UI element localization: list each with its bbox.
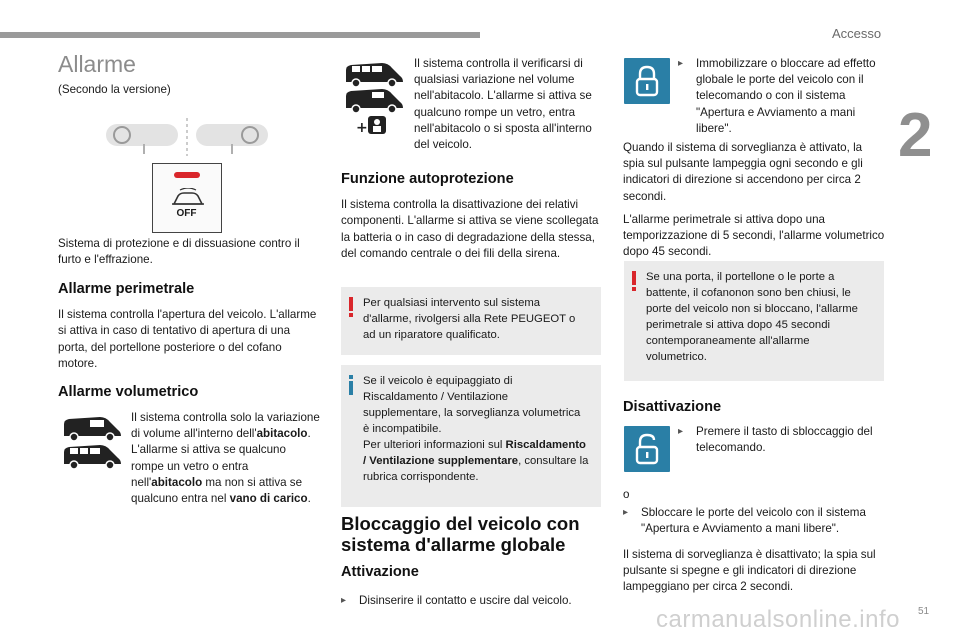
col3-bullet-block	[678, 56, 878, 137]
bloccaggio-block	[341, 513, 603, 555]
volumetrico-heading: Allarme volumetrico	[58, 384, 199, 400]
warning-text: Per qualsiasi intervento sul sistema d'allarme, rivolgersi alla Rete PEUGEOT o ad un riparatore qualificato.	[363, 297, 576, 341]
van-icons	[60, 414, 124, 470]
vol-bold-1: abitacolo	[256, 427, 308, 441]
warning-icon	[631, 271, 636, 291]
led-indicator	[174, 172, 200, 178]
bullet-arrow-icon: ▸	[341, 595, 347, 607]
svg-text:+: +	[356, 120, 368, 136]
bullet-item	[678, 56, 878, 137]
col2-top-text: Il sistema controlla il verificarsi di qualsiasi variazione nel volume nell'abitacolo. L'allarme si attiva se qualcuno rompe un vetro, entra nell'abitacolo o si sposta all'interno del veicolo.	[414, 57, 592, 152]
vol-text-2: .	[307, 427, 311, 441]
page-title: Allarme	[58, 51, 136, 77]
col3-text-block	[623, 140, 885, 260]
col3-text-2: L'allarme perimetrale si attiva dopo una temporizzazione di 5 secondi, l'allarme volumetrico dopo 45 secondi.	[623, 212, 885, 259]
disattivazione-heading: Disattivazione	[623, 399, 722, 415]
col3-text-1: Quando il sistema di sorveglianza è attivato, la spia sul pulsante lampeggia ogni secondo e gli indicatori di direzione si accendono per circa 2 secondi.	[623, 141, 863, 203]
autoprotezione-heading: Funzione autoprotezione	[341, 171, 514, 187]
attivazione-block	[341, 564, 603, 609]
unlock-icon	[624, 426, 670, 472]
info-note	[341, 365, 601, 507]
bloccaggio-heading: Bloccaggio del veicolo con sistema d'allarme globale	[341, 513, 580, 555]
info-bold: Riscaldamento / Ventilazione supplementare	[363, 439, 586, 467]
disattivazione-block	[623, 399, 885, 415]
warning-icon	[348, 297, 353, 317]
vol-text-4: ma non si attiva se qualcuno entra nel	[131, 475, 303, 506]
bullet-arrow-icon: ▸	[678, 58, 684, 69]
warning-note	[341, 287, 601, 355]
section-name: Accesso	[832, 26, 882, 41]
subtitle: (Secondo la versione)	[58, 83, 171, 97]
lock-button-icon	[624, 58, 670, 104]
intro-text: Sistema di protezione e di dissuasione contro il furto e l'effrazione.	[58, 237, 300, 267]
alarm-off-button	[152, 163, 222, 233]
info-text-2: Per ulteriori informazioni sul	[363, 439, 506, 451]
warning-text-2: Se una porta, il portellone o le porte a battente, il cofanonon sono ben chiusi, le porte del veicolo non si bloccano, l'allarme perimetrale si attiva dopo 45 secondi contemporaneamente all'allarme volumetrico.	[646, 271, 858, 363]
col3-text-3: Il sistema di sorveglianza è disattivato; la spia sul pulsante si spegne e gli indicatori di direzione lampeggiano per circa 2 secondi.	[623, 547, 876, 594]
info-text-3: , consultare la rubrica corrispondente.	[363, 455, 589, 483]
column-2-top	[414, 56, 604, 153]
watermark: carmanualsonline.info	[656, 606, 900, 633]
off-label: OFF	[176, 208, 197, 219]
bullet-text: Premere il tasto di sbloccaggio del telecomando.	[696, 425, 873, 455]
perimetrale-block	[58, 281, 320, 372]
bullet-text: Immobilizzare o bloccare ad effetto globale le porte del veicolo con il telecomando o con il sistema "Apertura e Avviamento a mani libere".	[696, 57, 876, 135]
info-icon	[348, 375, 353, 395]
vol-text-5: .	[307, 492, 311, 506]
warning-note-2	[624, 261, 884, 381]
volumetrico-heading-block	[58, 384, 320, 400]
autoprotezione-block	[341, 171, 603, 262]
bullet-text: Disinserire il contatto e uscire dal veicolo.	[359, 594, 572, 608]
vol-text-3: L'allarme si attiva se qualcuno rompe un vetro o entra nell'	[131, 443, 286, 489]
col3-bullet-block-2	[678, 424, 878, 456]
van-icons-2	[342, 58, 408, 138]
lock-icon	[624, 58, 670, 104]
volumetrico-text	[131, 410, 321, 507]
info-text-1: Se il veicolo è equipaggiato di Riscaldamento / Ventilazione supplementare, la sorveglianza volumetrica è incompatibile.	[363, 375, 581, 435]
unlock-button-icon	[624, 426, 670, 472]
vol-text-1: Il sistema controlla solo la variazione di volume all'interno dell'	[131, 411, 320, 441]
bullet-item	[341, 593, 603, 609]
column-1	[58, 51, 320, 98]
bullet-item	[623, 505, 885, 537]
col3-bottom-block	[623, 487, 885, 595]
autoprotezione-text: Il sistema controlla la disattivazione dei relativi componenti. L'allarme si attiva se viene scollegata la batteria o in caso di degradazione della stessa, del comando centrale o dei fili della sirena.	[341, 198, 599, 260]
or-text: o	[623, 488, 630, 501]
vol-bold-3: vano di carico	[229, 492, 308, 506]
car-alarm-icon	[170, 188, 206, 210]
perimetrale-text: Il sistema controlla l'apertura del veicolo. L'allarme si attiva in caso di tentativo di apertura di una porta, del portellone posteriore o del cofano motore.	[58, 308, 317, 370]
intro-block	[58, 236, 320, 268]
vol-bold-2: abitacolo	[151, 475, 203, 489]
bullet-arrow-icon: ▸	[678, 426, 684, 437]
attivazione-heading: Attivazione	[341, 564, 419, 580]
perimetrale-heading: Allarme perimetrale	[58, 281, 195, 297]
bullet-text: Sbloccare le porte del veicolo con il sistema "Apertura e Avviamento a mani libere".	[641, 506, 866, 536]
header-bar	[0, 32, 480, 38]
page-number: 51	[918, 606, 930, 617]
chapter-number: 2	[898, 101, 933, 170]
dashboard-illustration	[104, 116, 274, 158]
bullet-item	[678, 424, 878, 456]
bullet-arrow-icon: ▸	[623, 507, 629, 519]
